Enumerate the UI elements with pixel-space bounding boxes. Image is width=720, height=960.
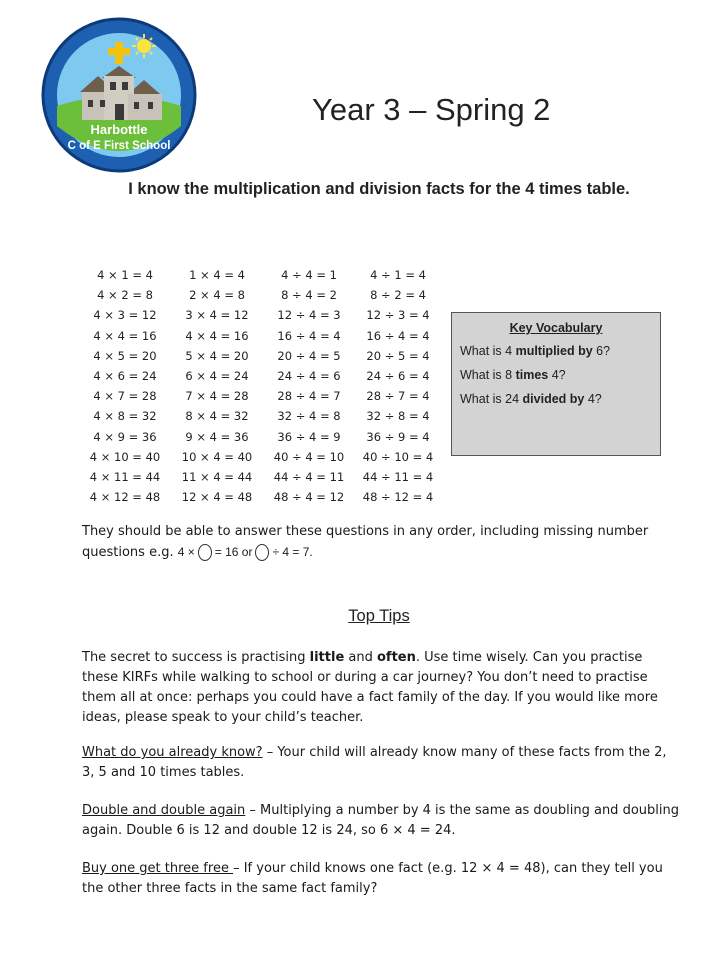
blank-circle — [255, 544, 269, 561]
fact-cell: 36 ÷ 4 = 9 — [277, 429, 341, 444]
fact-cell: 16 ÷ 4 = 4 — [366, 328, 430, 343]
fact-cell: 24 ÷ 4 = 6 — [277, 369, 341, 384]
vocab-item: What is 4 multiplied by 6? — [460, 344, 611, 358]
top-tips-heading: Top Tips — [348, 607, 410, 625]
fact-cell: 12 ÷ 3 = 4 — [366, 308, 430, 323]
tips-paragraph-2: What do you already know? – Your child will already know many of these facts from the 2, 3, 5 and 10 times tables. — [82, 745, 667, 780]
fact-cell: 3 × 4 = 12 — [185, 308, 249, 323]
fact-cell: 8 ÷ 2 = 4 — [370, 288, 426, 303]
fact-cell: 12 × 4 = 48 — [181, 490, 253, 505]
fact-cell: 32 ÷ 4 = 8 — [277, 409, 341, 424]
fact-cell: 20 ÷ 4 = 5 — [277, 348, 341, 363]
tips-paragraph-4: Buy one get three free – If your child knows one fact (e.g. 12 × 4 = 48), can they tell you the other three facts in the same fact family? — [82, 861, 663, 896]
fact-cell: 8 × 4 = 32 — [185, 409, 249, 424]
fact-cell: 8 ÷ 4 = 2 — [281, 288, 337, 303]
tips-paragraph-1: The secret to success is practising little and often. Use time wisely. Can you practise these KIRFs while walking to school or during a car journey? You don’t need to practise them all at once: perhaps you could have a fact family of the day. If you would like more ideas, please speak to your child’s teacher. — [82, 650, 658, 725]
page-subtitle: I know the multiplication and division facts for the 4 times table. — [128, 180, 630, 198]
table-row — [80, 386, 442, 406]
logo-text-line1: Harbottle — [90, 122, 148, 137]
blank-circle — [198, 544, 212, 561]
table-row — [80, 487, 442, 507]
fact-cell: 48 ÷ 12 = 4 — [362, 490, 434, 505]
vocab-item: What is 24 divided by 4? — [460, 392, 602, 406]
fact-cell: 4 × 5 = 20 — [93, 348, 157, 363]
tips-paragraph-3: Double and double again – Multiplying a number by 4 is the same as doubling and doubling again. Double 6 is 12 and double 12 is 24, so 6 × 4 = 24. — [82, 803, 679, 838]
fact-cell: 4 × 10 = 40 — [89, 449, 161, 464]
table-row — [80, 346, 442, 366]
table-row — [80, 406, 442, 426]
fact-cell: 16 ÷ 4 = 4 — [277, 328, 341, 343]
fact-cell: 48 ÷ 4 = 12 — [273, 490, 345, 505]
fact-cell: 28 ÷ 7 = 4 — [366, 389, 430, 404]
fact-cell: 9 × 4 = 36 — [185, 429, 249, 444]
order-paragraph: They should be able to answer these questions in any order, including missing number questions e.g. 4 × = 16 or ÷ 4 = 7. — [82, 524, 649, 560]
fact-cell: 28 ÷ 4 = 7 — [277, 389, 341, 404]
key-vocabulary-heading: Key Vocabulary — [509, 321, 603, 335]
fact-cell: 32 ÷ 8 = 4 — [366, 409, 430, 424]
fact-cell: 6 × 4 = 24 — [185, 369, 249, 384]
fact-cell: 4 × 2 = 8 — [97, 288, 153, 303]
logo-text-line2: C of E First School — [67, 140, 171, 152]
vocab-item: What is 8 times 4? — [460, 368, 566, 382]
fact-cell: 44 ÷ 4 = 11 — [273, 469, 345, 484]
fact-cell: 4 × 8 = 32 — [93, 409, 157, 424]
fact-cell: 11 × 4 = 44 — [181, 469, 253, 484]
fact-cell: 4 × 12 = 48 — [89, 490, 161, 505]
school-logo — [40, 16, 198, 174]
fact-cell: 1 × 4 = 4 — [189, 268, 245, 283]
fact-cell: 44 ÷ 11 = 4 — [362, 469, 434, 484]
table-row — [80, 447, 442, 467]
table-row — [80, 427, 442, 447]
key-vocabulary-box — [451, 312, 661, 456]
table-row — [80, 366, 442, 386]
fact-cell: 4 × 9 = 36 — [93, 429, 157, 444]
fact-cell: 4 × 11 = 44 — [89, 469, 161, 484]
fact-cell: 40 ÷ 10 = 4 — [362, 449, 434, 464]
table-row — [80, 305, 442, 325]
table-row — [80, 265, 442, 285]
fact-cell: 36 ÷ 9 = 4 — [366, 429, 430, 444]
fact-cell: 4 × 7 = 28 — [93, 389, 157, 404]
table-row — [80, 326, 442, 346]
table-row — [80, 285, 442, 305]
fact-cell: 4 ÷ 4 = 1 — [281, 268, 337, 283]
fact-cell: 2 × 4 = 8 — [189, 288, 245, 303]
fact-cell: 4 × 6 = 24 — [93, 369, 157, 384]
fact-cell: 4 × 4 = 16 — [185, 328, 249, 343]
facts-table — [80, 265, 442, 507]
page-title: Year 3 – Spring 2 — [312, 92, 551, 127]
fact-cell: 4 × 4 = 16 — [93, 328, 157, 343]
fact-cell: 20 ÷ 5 = 4 — [366, 348, 430, 363]
fact-cell: 4 × 3 = 12 — [93, 308, 157, 323]
table-row — [80, 467, 442, 487]
fact-cell: 5 × 4 = 20 — [185, 348, 249, 363]
fact-cell: 24 ÷ 6 = 4 — [366, 369, 430, 384]
fact-cell: 7 × 4 = 28 — [185, 389, 249, 404]
fact-cell: 40 ÷ 4 = 10 — [273, 449, 345, 464]
fact-cell: 10 × 4 = 40 — [181, 449, 253, 464]
fact-cell: 4 × 1 = 4 — [97, 268, 153, 283]
fact-cell: 4 ÷ 1 = 4 — [370, 268, 426, 283]
fact-cell: 12 ÷ 4 = 3 — [277, 308, 341, 323]
